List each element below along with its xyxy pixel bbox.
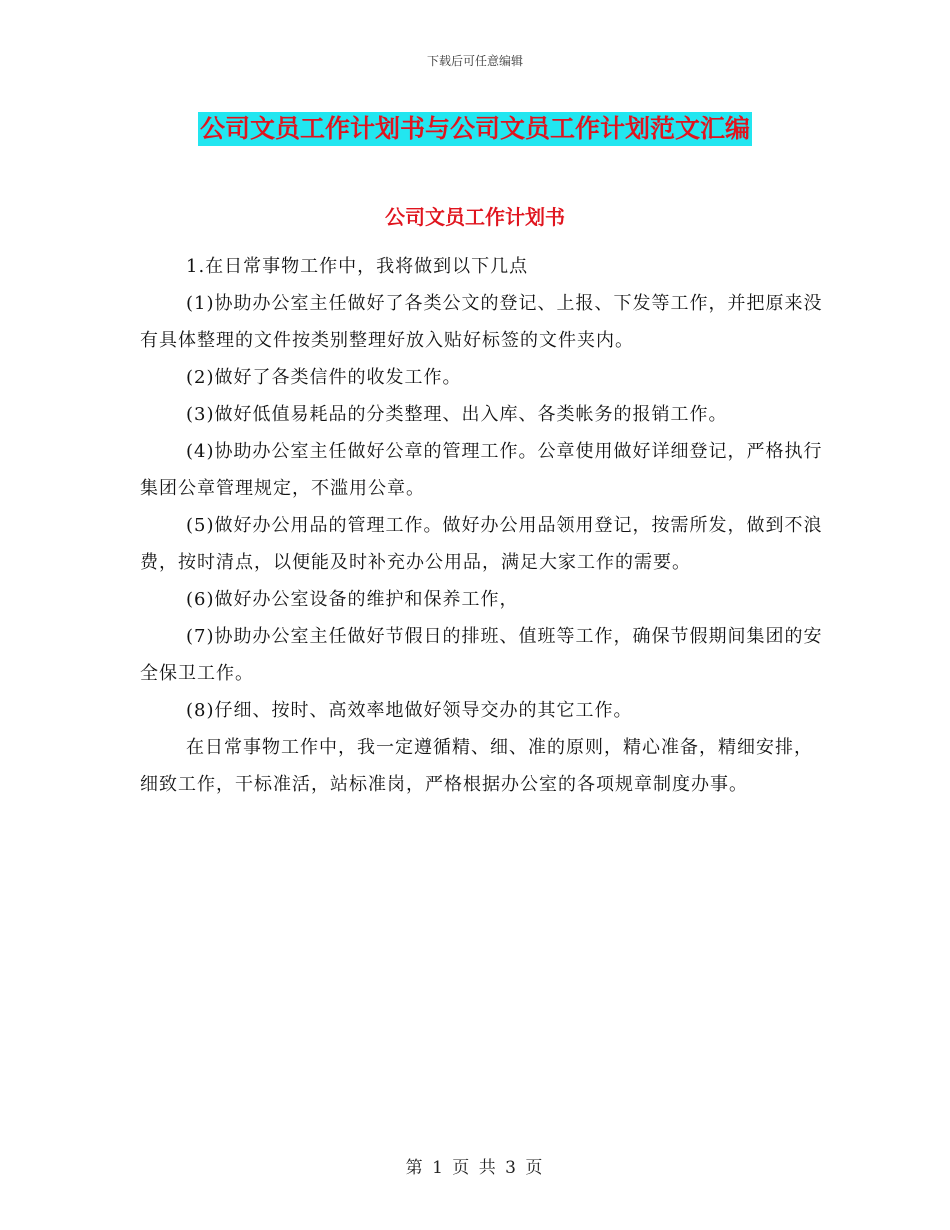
section-title: 公司文员工作计划书 [385,205,565,229]
paragraph: (1)协助办公室主任做好了各类公文的登记、上报、下发等工作，并把原来没有具体整理的文件按类别整理好放入贴好标签的文件夹内。 [140,293,823,351]
paragraph: 在日常事物工作中，我一定遵循精、细、准的原则，精心准备，精细安排，细致工作，干标准活，站标准岗，严格根据办公室的各项规章制度办事。 [140,737,813,795]
document-title: 公司文员工作计划书与公司文员工作计划范文汇编 [198,112,752,146]
paragraph: (8)仔细、按时、高效率地做好领导交办的其它工作。 [186,700,633,721]
paragraph: (5)做好办公用品的管理工作。做好办公用品领用登记，按需所发，做到不浪费，按时清点，以便能及时补充办公用品，满足大家工作的需要。 [140,515,823,573]
paragraph: (2)做好了各类信件的收发工作。 [186,367,462,388]
paragraph: 1.在日常事物工作中，我将做到以下几点 [186,256,529,277]
paragraph: (3)做好低值易耗品的分类整理、出入库、各类帐务的报销工作。 [186,404,728,425]
paragraph: (4)协助办公室主任做好公章的管理工作。公章使用做好详细登记，严格执行集团公章管理规定，不滥用公章。 [140,441,823,499]
main-title-container [0,112,950,146]
paragraph: (6)做好办公室设备的维护和保养工作， [186,589,519,610]
header-note: 下载后可任意编辑 [426,54,523,68]
document-body [140,248,830,803]
page-number-footer: 第 1 页 共 3 页 [405,1158,545,1178]
paragraph: (7)协助办公室主任做好节假日的排班、值班等工作，确保节假期间集团的安全保卫工作。 [140,626,823,684]
